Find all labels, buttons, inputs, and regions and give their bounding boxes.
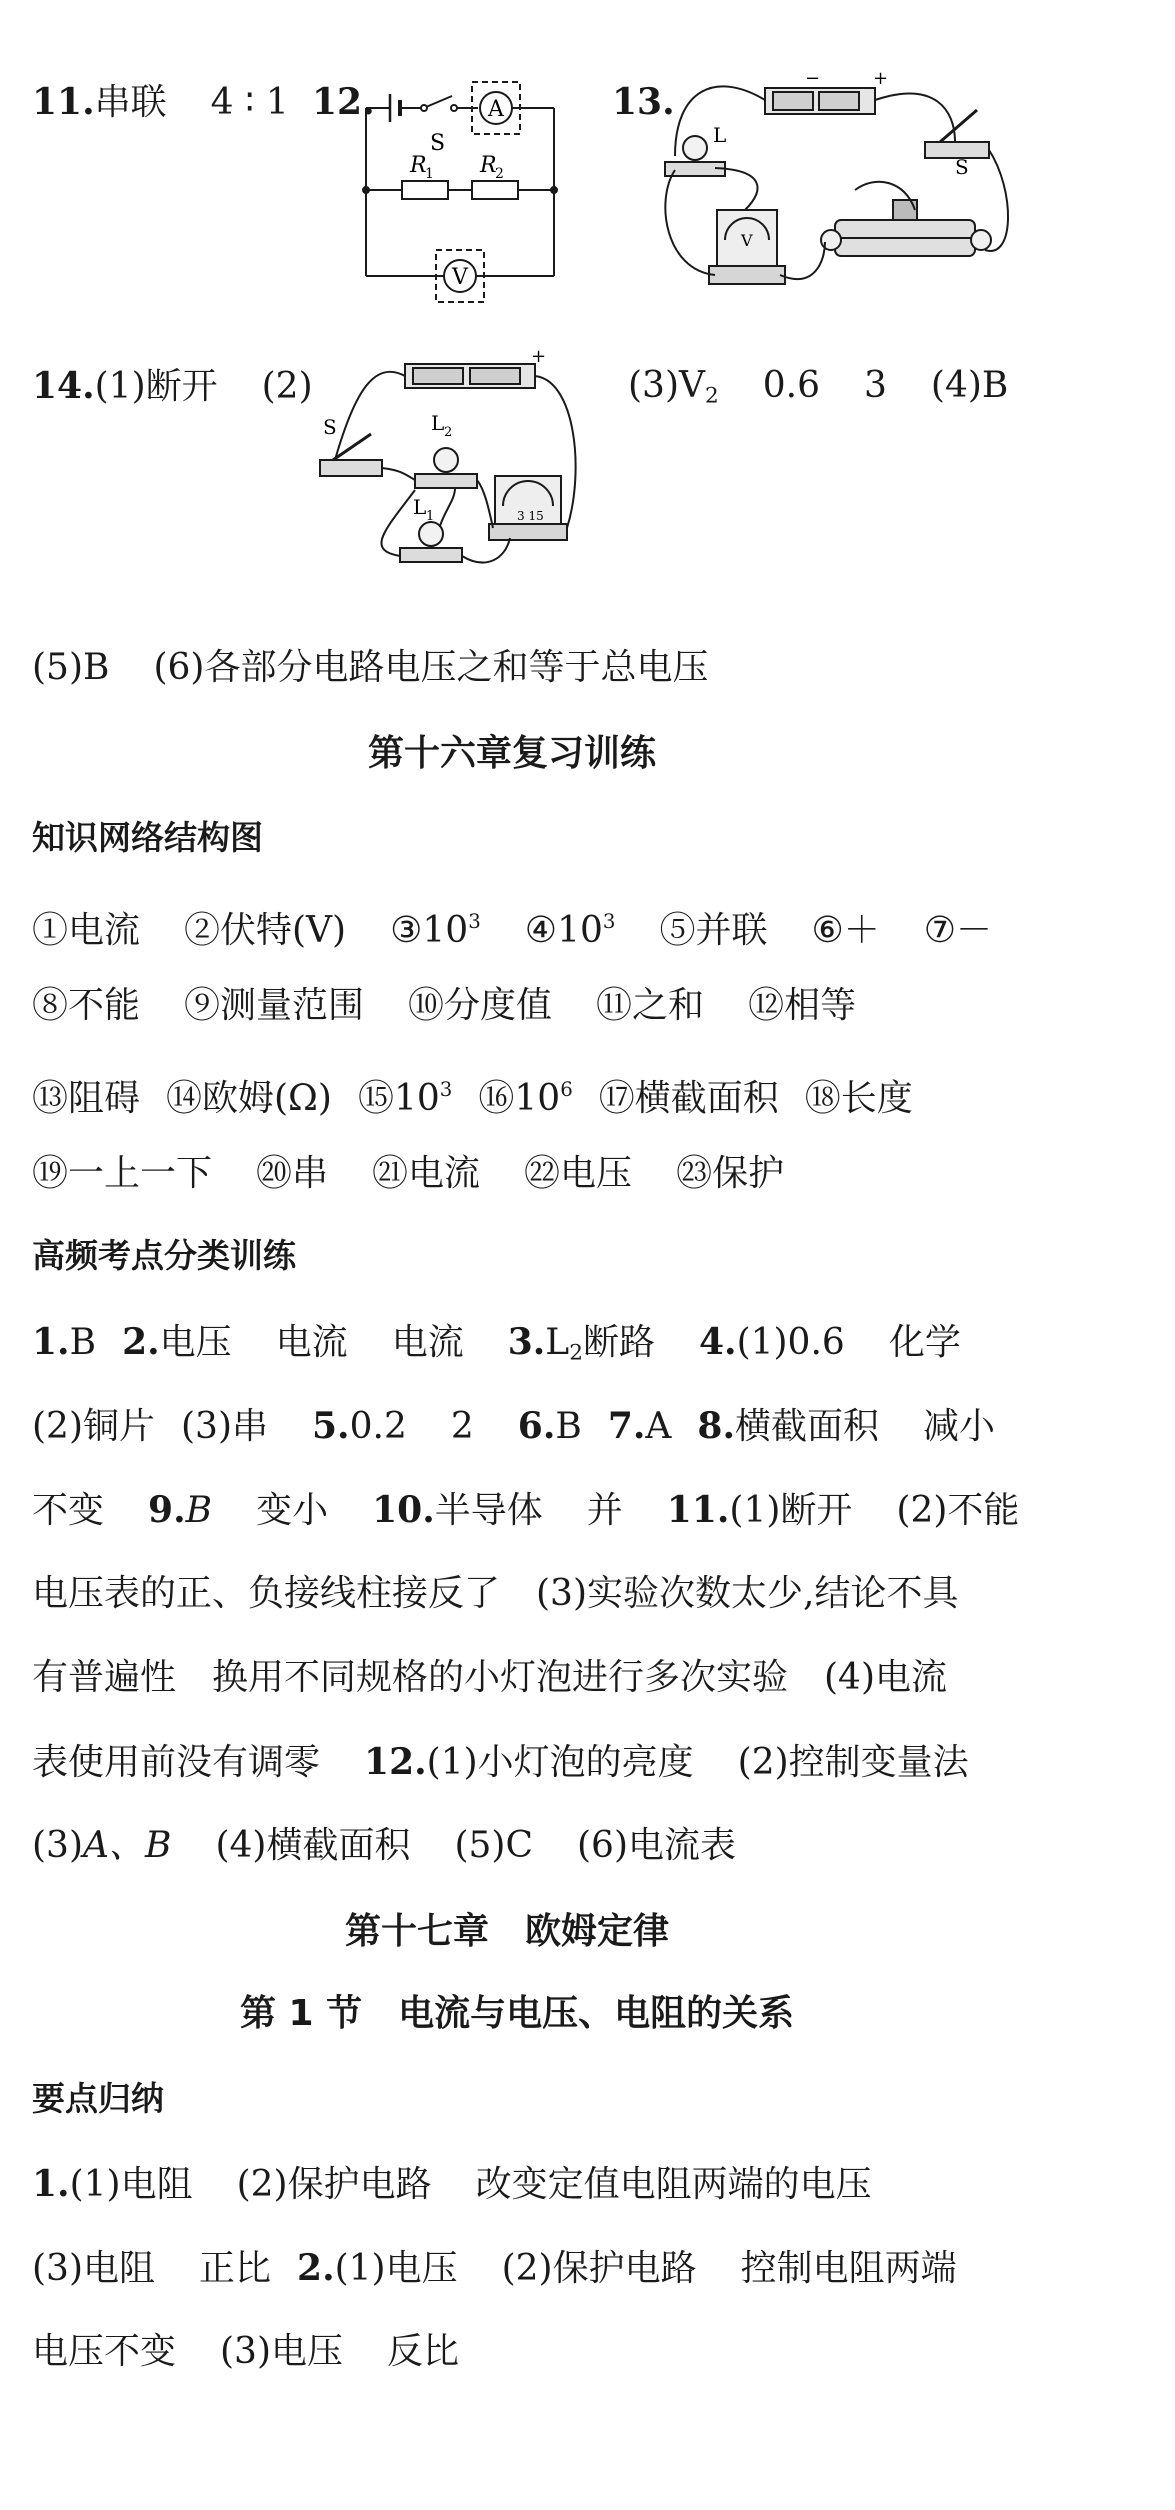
q14-part5: (5)B (32, 647, 110, 688)
k-item-7: ⑦－ (923, 909, 993, 951)
q14-part3-sub: 2 (705, 383, 719, 409)
knowledge-row-2 (32, 982, 856, 1030)
freq-q12-part4: (4)横截面积 (215, 1825, 411, 1866)
q11-number: 11. (32, 81, 95, 123)
q12-number-text: 12. (312, 81, 375, 123)
knowledge-network-heading: 知识网络结构图 (32, 818, 263, 857)
q14-first-line (32, 362, 313, 411)
knowledge-row-3 (32, 1066, 913, 1123)
q14-l2-sub: 2 (444, 425, 453, 440)
key-line-2 (32, 2244, 957, 2293)
q14-switch-label: S (323, 415, 337, 439)
freq-q3-num: 3. (507, 1321, 546, 1363)
freq-q4-part3: (3)串 (181, 1406, 268, 1447)
key-q2-part3: (3)电压 (220, 2331, 344, 2372)
q11-ratio: 4 ∶ 1 (210, 82, 289, 123)
high-frequency-heading: 高频考点分类训练 (32, 1236, 296, 1275)
freq-q11-tail: 表使用前没有调零 (32, 1742, 321, 1783)
k-item-3: ③10 (390, 909, 469, 951)
k-item-22: ㉒电压 (524, 1153, 633, 1194)
q14-part2: (2) (261, 366, 313, 407)
q14-part4: (4)B (930, 365, 1009, 406)
key-line-1 (32, 2160, 872, 2209)
q14-part3-val1: 0.6 (762, 365, 821, 406)
q14-l1-sub: 1 (426, 509, 435, 524)
freq-q12-answer: (1)小灯泡的亮度 (426, 1742, 694, 1783)
freq-q12-num: 12. (364, 1741, 427, 1783)
k-item-1: ①电流 (32, 909, 141, 951)
freq-q2-num: 2. (122, 1321, 160, 1363)
q12-ammeter-label: A (488, 97, 504, 122)
freq-q9-answer: B (185, 1490, 213, 1531)
q12-voltmeter-label: V (452, 265, 468, 290)
key-q1-part3: (3)电阻 (32, 2248, 155, 2289)
k-item-12: ⑫相等 (748, 985, 857, 1026)
freq-q4-part2: (2)铜片 (32, 1406, 155, 1447)
freq-q4-num: 4. (698, 1321, 737, 1363)
freq-line-7 (32, 1822, 736, 1870)
k-item-11: ⑪之和 (596, 985, 705, 1026)
key-q2-num: 2. (297, 2247, 335, 2289)
freq-line-6 (32, 1738, 969, 1787)
freq-q11-answer: (1)断开 (729, 1490, 853, 1531)
freq-q12-part3-answer: A、B (83, 1825, 172, 1866)
q12-r1-sub: 1 (425, 166, 434, 182)
chapter16-review-title: 第十六章复习训练 (368, 733, 657, 774)
freq-q5-answer-b: 2 (450, 1406, 474, 1447)
freq-q8-num: 8. (697, 1405, 736, 1447)
freq-line-5: 有普遍性 换用不同规格的小灯泡进行多次实验 (4)电流 (32, 1657, 947, 1698)
knowledge-row-1 (32, 898, 992, 955)
k-item-6: ⑥＋ (811, 909, 880, 951)
key-q2-part2: (2)保护电路 (501, 2248, 697, 2289)
q14-part6: (6)各部分电路电压之和等于总电压 (153, 647, 709, 688)
freq-q7-answer: A (645, 1406, 672, 1447)
key-q1-part2: (2)保护电路 (236, 2164, 432, 2205)
freq-q8-answer-c: 不变 (32, 1490, 105, 1531)
key-line-3 (32, 2328, 459, 2376)
knowledge-row-4 (32, 1150, 784, 1198)
k-item-4-sup: 3 (602, 910, 616, 933)
q13-minus-label: − (805, 70, 821, 89)
k-item-21: ㉑电流 (372, 1153, 481, 1194)
q12-r2-label: R (480, 153, 497, 178)
q12-circuit-diagram (360, 70, 580, 310)
freq-q6-num: 6. (517, 1405, 556, 1447)
k-item-17: ⑰横截面积 (598, 1077, 779, 1119)
key-q2-part2b: 控制电阻两端 (740, 2248, 957, 2289)
k-item-8: ⑧不能 (32, 985, 141, 1026)
k-item-2: ②伏特(V) (184, 909, 347, 951)
k-item-14: ⑭欧姆(Ω) (166, 1077, 332, 1119)
q12-r2-sub: 2 (495, 166, 504, 182)
freq-q2-answer-1: 电压 (159, 1322, 232, 1363)
freq-q8-answer: 横截面积 (735, 1406, 880, 1447)
freq-q10-num: 10. (372, 1489, 435, 1531)
q14-l1-label: L (413, 495, 427, 519)
k-item-16-sup: 6 (560, 1078, 573, 1101)
q12-switch-label: S (430, 131, 446, 156)
q14-physical-circuit (305, 350, 585, 600)
q14-right-answers (628, 362, 1008, 420)
q13-meter-label: V (741, 231, 753, 250)
freq-q9-answer-b: 变小 (256, 1490, 329, 1531)
chapter17-title: 第十七章 欧姆定律 (345, 1911, 670, 1952)
q14-l2-label: L (431, 411, 445, 435)
freq-q2-answer-3: 电流 (391, 1322, 464, 1363)
k-item-13: ⑬阻碍 (32, 1077, 141, 1119)
q13-plus-label: + (873, 70, 889, 89)
q14-part1: (1)断开 (94, 366, 218, 407)
k-item-4: ④10 (524, 909, 603, 951)
q14-number: 14. (32, 365, 95, 407)
k-item-18: ⑱长度 (804, 1077, 913, 1119)
q14-scale-label: 3 15 (517, 509, 544, 523)
freq-q6-answer: B (555, 1406, 582, 1447)
key-q1-num: 1. (32, 2163, 70, 2205)
freq-q12-answer-b: (2)控制变量法 (737, 1742, 969, 1783)
key-q1-part3b: 正比 (199, 2248, 272, 2289)
q11-text: 串联 (94, 82, 167, 123)
k-item-15: ⑮10 (357, 1077, 440, 1119)
k-item-15-sup: 3 (439, 1078, 453, 1101)
freq-q12-part5: (5)C (454, 1825, 534, 1866)
k-item-16: ⑯10 (478, 1077, 561, 1119)
freq-q2-answer-2: 电流 (275, 1322, 348, 1363)
key-q2-part1: (1)电压 (334, 2248, 458, 2289)
q13-physical-circuit (655, 70, 1015, 310)
k-item-23: ㉓保护 (676, 1153, 785, 1194)
freq-q8-answer-b: 减小 (923, 1406, 996, 1447)
q12-r1-label: R (410, 153, 427, 178)
q13-switch-label: S (955, 155, 969, 179)
freq-q3-answer-post: 断路 (582, 1322, 655, 1363)
freq-q12-part6: (6)电流表 (577, 1825, 737, 1866)
q13-lamp-label: L (713, 123, 727, 147)
q14-part3: (3)V (628, 365, 705, 406)
q11-answer (32, 78, 289, 127)
freq-q7-num: 7. (607, 1405, 646, 1447)
q13-number-text: 13. (612, 81, 675, 123)
freq-q9-num: 9. (148, 1489, 186, 1531)
freq-q10-answer-b: 并 (586, 1490, 623, 1531)
key-points-heading: 要点归纳 (32, 2079, 164, 2118)
k-item-19: ⑲一上一下 (32, 1153, 213, 1194)
k-item-3-sup: 3 (468, 910, 481, 933)
freq-q3-sub: 2 (569, 1340, 583, 1366)
freq-q11-answer-b: (2)不能 (896, 1490, 1020, 1531)
key-q2-part2c: 电压不变 (32, 2331, 177, 2372)
freq-line-1 (32, 1318, 961, 1377)
freq-q1-answer: B (69, 1322, 97, 1363)
freq-q1-num: 1. (32, 1321, 70, 1363)
q14-last-line (32, 644, 708, 692)
key-q1-part1: (1)电阻 (69, 2164, 193, 2205)
chapter17-section-title: 第 1 节 电流与电压、电阻的关系 (240, 1993, 795, 2034)
k-item-5: ⑤并联 (659, 909, 768, 951)
freq-q4-answer-b: 化学 (888, 1322, 961, 1363)
key-q2-part3b: 反比 (387, 2331, 460, 2372)
freq-line-3 (32, 1486, 1019, 1535)
freq-q4-answer: (1)0.6 (736, 1322, 845, 1363)
k-item-20: ⑳串 (256, 1153, 329, 1194)
freq-q5-answer: 0.2 (349, 1406, 407, 1447)
freq-q3-answer: L (545, 1322, 570, 1363)
freq-q11-num: 11. (666, 1489, 730, 1531)
key-q1-part2b: 改变定值电阻两端的电压 (475, 2164, 872, 2205)
freq-q5-num: 5. (312, 1405, 350, 1447)
q14-part3-val2: 3 (864, 365, 887, 406)
freq-q10-answer: 半导体 (434, 1490, 543, 1531)
k-item-10: ⑩分度值 (408, 985, 553, 1026)
q14-plus-label: + (531, 350, 547, 367)
freq-line-2 (32, 1402, 995, 1451)
freq-line-4: 电压表的正、负接线柱接反了 (3)实验次数太少,结论不具 (32, 1573, 959, 1614)
freq-q12-part3: (3) (32, 1825, 83, 1866)
k-item-9: ⑨测量范围 (184, 985, 365, 1026)
